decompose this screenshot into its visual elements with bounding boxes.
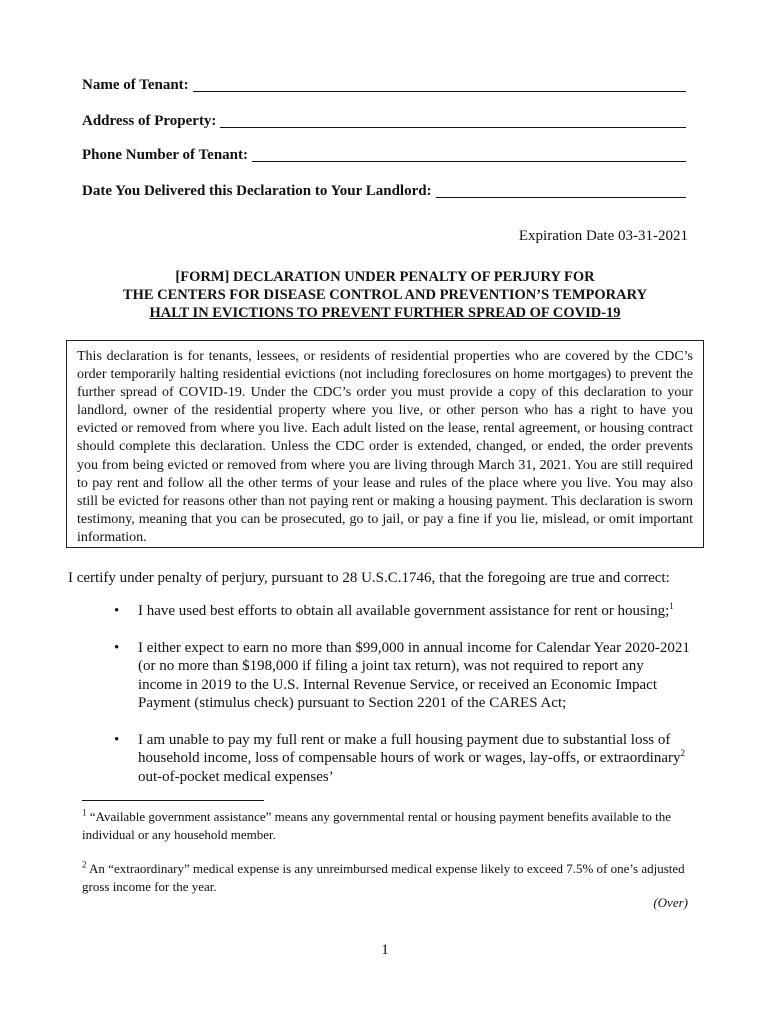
bullet-icon: • bbox=[114, 731, 120, 748]
footnote-1-number: 1 bbox=[82, 807, 87, 818]
info-box: This declaration is for tenants, lessees, or residents of residential properties who are covered by the CDC’s order temporarily halting residential evictions (not including foreclosures on home mortgages) to prevent the further spread of COVID-19. Under the CDC’s order you must provide a copy of this declaration to your landlord, owner of the residential property where you live, or other person who has a right to have you evicted or removed from where you live. Each adult listed on the lease, rental agreement, or housing contract should complete this declaration. Unless the CDC order is extended, changed, or ended, the order prevents you from being evicted or removed from where you are living through March 31, 2021. You are still required to pay rent and follow all the other terms of your lease and rules of the place where you live. You may also still be evicted for reasons other than not paying rent or making a housing payment. This declaration is sworn testimony, meaning that you can be prosecuted, go to jail, or pay a fine if you lie, mislead, or omit important information. bbox=[66, 340, 704, 548]
bullet-icon: • bbox=[114, 603, 120, 619]
delivery-date-blank[interactable] bbox=[436, 183, 686, 198]
over-indicator: (Over) bbox=[653, 895, 688, 910]
bullet-text-assistance: I have used best efforts to obtain all available government assistance for rent or housing; bbox=[138, 603, 670, 619]
footnote-1-text: “Available government assistance” means any governmental rental or housing payment benefits available to the individual or any household member. bbox=[82, 809, 672, 842]
bullet-text-income: I either expect to earn no more than $99,000 in annual income for Calendar Year 2020-2021 (or no more than $198,000 if filing a joint tax return), was not required to report any income in 2019 to the U.S. Internal Revenue Service, or received an Economic Impact Payment (stimulus check) pursuant to Section 2201 of the CARES Act; bbox=[138, 639, 690, 711]
delivery-date-label: Date You Delivered this Declaration to Your Landlord: bbox=[82, 183, 432, 199]
footnote-2-text: An “extraordinary” medical expense is any unreimbursed medical expense likely to exceed 7.5% of one’s adjusted gross income for the year. bbox=[82, 861, 685, 894]
form-title-line-1: [FORM] DECLARATION UNDER PENALTY OF PERJURY FOR bbox=[175, 269, 595, 285]
form-title bbox=[0, 268, 770, 322]
tenant-name-label: Name of Tenant: bbox=[82, 77, 189, 93]
footnotes bbox=[82, 808, 686, 912]
bullet-text-hardship-end: out-of-pocket medical expenses’ bbox=[138, 768, 334, 785]
bullet-text-hardship: I am unable to pay my full rent or make a full housing payment due to substantial loss of household income, loss of compensable hours of work or wages, lay-offs, or extraordinary bbox=[138, 731, 681, 766]
footnote-2-number: 2 bbox=[82, 859, 87, 870]
tenant-phone-label: Phone Number of Tenant: bbox=[82, 147, 248, 163]
delivery-date-field bbox=[82, 182, 686, 200]
property-address-field bbox=[82, 112, 686, 130]
tenant-phone-blank[interactable] bbox=[252, 147, 686, 162]
certification-list bbox=[112, 602, 690, 804]
expiration-date: Expiration Date 03-31-2021 bbox=[518, 228, 688, 244]
list-item bbox=[112, 639, 690, 713]
property-address-label: Address of Property: bbox=[82, 113, 217, 129]
tenant-name-field bbox=[82, 76, 686, 94]
list-item bbox=[112, 731, 690, 787]
footnote-ref-2: 2 bbox=[680, 748, 686, 758]
form-title-line-3: HALT IN EVICTIONS TO PREVENT FURTHER SPREAD OF COVID-19 bbox=[149, 305, 621, 321]
footnote-divider bbox=[82, 800, 264, 801]
page-number: 1 bbox=[381, 942, 389, 958]
footnote-2 bbox=[82, 860, 686, 896]
list-item bbox=[112, 602, 690, 621]
footnote-ref-1: 1 bbox=[669, 601, 674, 611]
property-address-blank[interactable] bbox=[220, 113, 686, 128]
footnote-1 bbox=[82, 808, 686, 844]
tenant-name-blank[interactable] bbox=[193, 77, 686, 92]
form-title-line-2: THE CENTERS FOR DISEASE CONTROL AND PREVENTION’S TEMPORARY bbox=[122, 287, 648, 303]
bullet-icon: • bbox=[114, 639, 120, 656]
certification-statement: I certify under penalty of perjury, pursuant to 28 U.S.C.1746, that the foregoing are true and correct: bbox=[68, 570, 670, 586]
tenant-phone-field bbox=[82, 146, 686, 164]
